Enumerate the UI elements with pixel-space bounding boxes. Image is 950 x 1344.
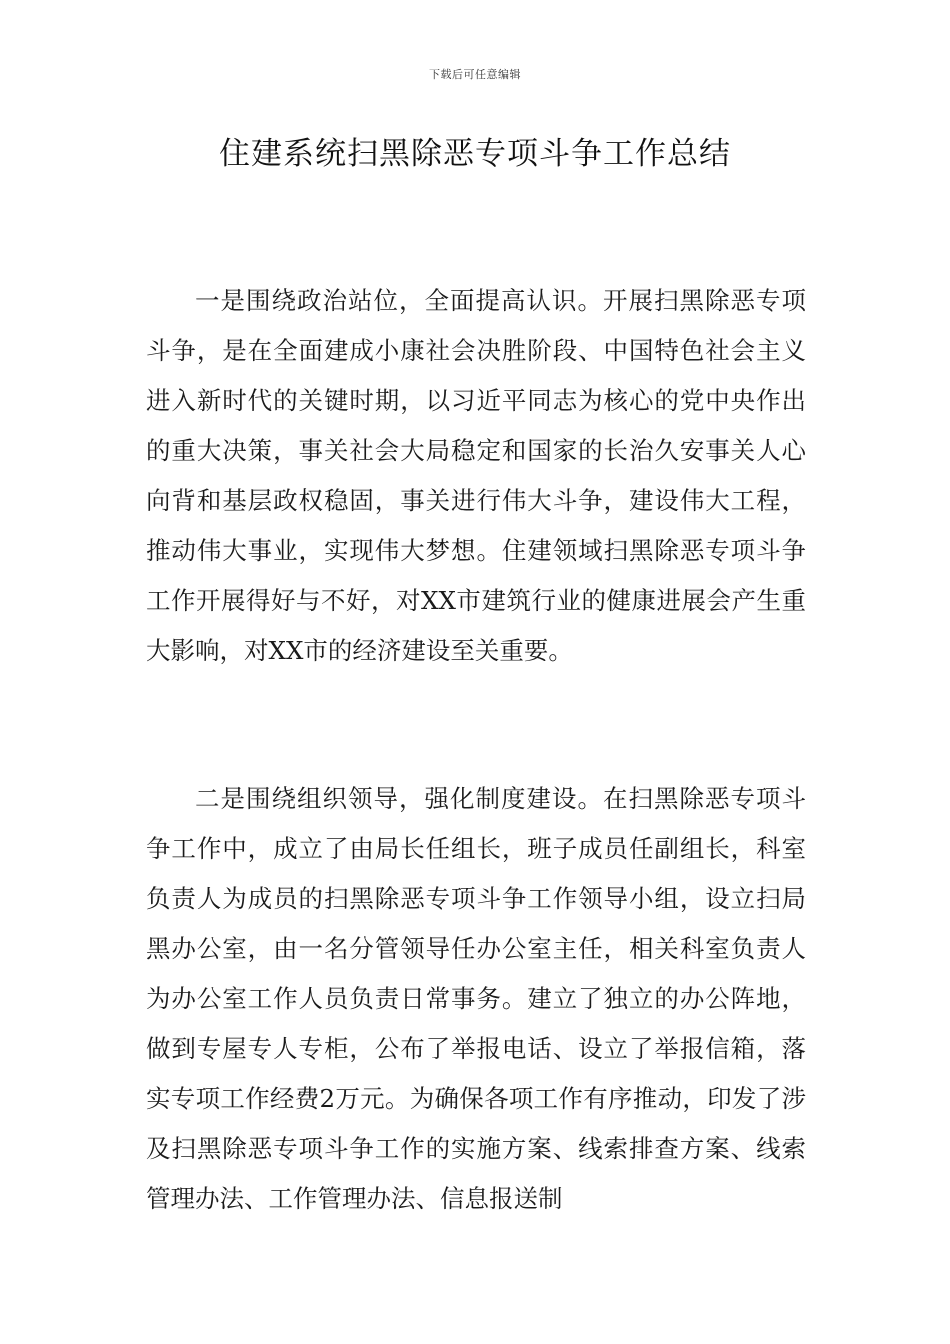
paragraph-1: 一是围绕政治站位，全面提高认识。开展扫黑除恶专项斗争，是在全面建成小康社会决胜阶段、中国特色社会主义进入新时代的关键时期，以习近平同志为核心的党中央作出的重大决策，事关社会大局稳定和国家的长治久安事关人心向背和基层政权稳固，事关进行伟大斗争，建设伟大工程，推动伟大事业，实现伟大梦想。住建领域扫黑除恶专项斗争工作开展得好与不好，对XX市建筑行业的健康进展会产生重大影响，对XX市的经济建设至关重要。 [146, 286, 806, 665]
paragraph-2: 二是围绕组织领导，强化制度建设。在扫黑除恶专项斗争工作中，成立了由局长任组长，班子成员任副组长，科室负责人为成员的扫黑除恶专项斗争工作领导小组，设立扫局黑办公室，由一名分管领导任办公室主任，相关科室负责人为办公室工作人员负责日常事务。建立了独立的办公阵地，做到专屋专人专柜，公布了举报电话、设立了举报信箱，落实专项工作经费2万元。为确保各项工作有序推动，印发了涉及扫黑除恶专项斗争工作的实施方案、线索排查方案、线索管理办法、工作管理办法、信息报送制 [146, 784, 806, 1213]
header-note: 下载后可任意编辑 [429, 68, 521, 81]
document-title: 住建系统扫黑除恶专项斗争工作总结 [219, 136, 731, 172]
